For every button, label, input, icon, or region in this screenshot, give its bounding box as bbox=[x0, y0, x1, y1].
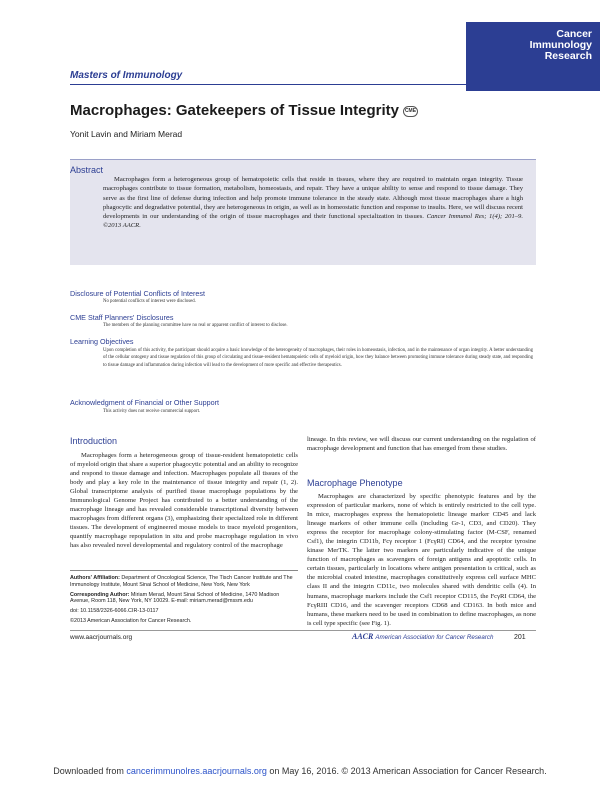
disclosure-heading: Disclosure of Potential Conflicts of Interest bbox=[70, 289, 206, 298]
affiliation-label: Authors' Affiliation: bbox=[70, 575, 120, 581]
introduction-heading: Introduction bbox=[70, 436, 118, 446]
page-number: 201 bbox=[514, 634, 526, 641]
acknowledgment-text: This activity does not receive commercial support. bbox=[103, 409, 201, 414]
download-prefix: Downloaded from bbox=[53, 766, 127, 776]
authors: Yonit Lavin and Miriam Merad bbox=[70, 129, 183, 139]
corresponding-label: Corresponding Author: bbox=[70, 591, 130, 598]
aacr-logo-icon: AACR bbox=[352, 632, 374, 641]
aacr-name: American Association for Cancer Research bbox=[375, 634, 494, 641]
footer-divider bbox=[70, 630, 536, 631]
cme-badge-icon: CME bbox=[403, 106, 418, 117]
abstract-citation: Cancer Immunol Res; 1(4); 201–9. ©2013 AACR. bbox=[103, 213, 523, 230]
download-link[interactable]: cancerimmunolres.aacrjournals.org bbox=[126, 766, 267, 776]
disclosure-text: No potential conflicts of interest were disclosed. bbox=[103, 299, 196, 304]
abstract-body: Macrophages form a heterogeneous group of hematopoietic cells that reside in tissues, where they are required to maintain organ integrity. Tissue macrophages contribute to tissue formation, metabolism, homeostasis, and repair. They have a unique ability to sense and respond to tissue damage. They serve as the first line of defense during infection and help promote immune tolerance in the steady state. Although most tissue macrophages share a high phagocytic and degradative potential, they are heterogeneous in origin, as well as in homeostatic function and response to insults. Here, we will discuss recent developments in our understanding of the origin of tissue macrophages and their functional specialization in tissues. bbox=[103, 176, 523, 221]
copyright: ©2013 American Association for Cancer Research. bbox=[70, 617, 192, 624]
journal-name-line2: Immunology bbox=[529, 39, 592, 51]
introduction-text bbox=[70, 451, 298, 551]
article-title-text: Macrophages: Gatekeepers of Tissue Integrity bbox=[70, 102, 399, 119]
download-suffix: on May 16, 2016. © 2013 American Association for Cancer Research. bbox=[266, 766, 547, 776]
series-label: Masters of Immunology bbox=[70, 70, 183, 81]
affiliation-text: Department of Oncological Science, The Tisch Cancer Institute and The Immunology Institute, Mount Sinai School of Medicine, New York, New York bbox=[70, 575, 293, 588]
introduction-continued-text: lineage. In this review, we will discuss our current understanding on the regulation of macrophage development and function that has emerged from these studies. bbox=[307, 436, 536, 453]
cme-planners-text: The members of the planning committee have no real or apparent conflict of interest to disclose. bbox=[103, 323, 288, 328]
corresponding-text: Miriam Merad, Mount Sinai School of Medicine, 1470 Madison Avenue, Room 118, New York, NY 10029. E-mail: miriam.merad@mssm.edu bbox=[70, 591, 280, 605]
phenotype-heading: Macrophage Phenotype bbox=[307, 478, 403, 488]
acknowledgment-heading: Acknowledgment of Financial or Other Support bbox=[70, 398, 220, 407]
doi: doi: 10.1158/2326-6066.CIR-13-0117 bbox=[70, 608, 159, 615]
introduction-paragraph: Macrophages form a heterogeneous group of tissue-resident hematopoietic cells of myeloid origin that share a superior phagocytic potential and an ability to recognize and respond to tissue damage and infection. Macrophages populate all tissues of the body and play a key role in the maintenance of tissue integrity and repair (1, 2). Global transcriptome analysis of purified tissue macrophage populations by the Immunological Genome Project has contributed to a better understanding of the macrophage lineage and has revealed considerable transcriptional diversity between macrophages from different organs (3), emphasizing their specialized role in different tissues. The development of engineered mouse models to trace myeloid progenitors, quantify macrophage repopulation in situ and probe macrophage regulation in vivo has also revealed novel developmental and regulatory control of the macrophage bbox=[70, 452, 298, 550]
download-note bbox=[0, 766, 600, 776]
journal-tab bbox=[466, 22, 600, 91]
phenotype-paragraph: Macrophages are characterized by specific phenotypic features and by the expression of particular markers, none of which is entirely restricted to the cell type. In mice, macrophages express the hematopoietic lineage marker CD45 and lack lineage markers of other immune cells (including Gr-1, CD3, and CD20). They express the receptor for macrophage colony-stimulating factor (M-CSF, renamed Csf1), the integrin CD11b, Fcγ receptor 1 (FcγRI) CD64, and the receptor tyrosine kinase MerTK. The latter two markers are particularly indicative of the unique function of macrophages as scavengers of foreign antigens and apoptotic cells. In certain tissues, particularly in locations where antigen presentation is critical, such as the microbial coated intestine, macrophages constitutively express cell surface MHC class II and the integrin CD11c, two molecules shared with dendritic cells (4). In humans, macrophage markers include the Csf1 receptor CD115, the FcγRI CD64, the FcγRIII CD16, and the scavenger receptors CD68 and CD163. In both mice and humans, these markers need to be used in combination to define macrophages, as none is cell type specific (see Fig. 1). bbox=[307, 493, 536, 627]
learning-objectives-heading: Learning Objectives bbox=[70, 337, 134, 346]
journal-name-line1: Cancer bbox=[556, 28, 592, 40]
abstract-heading: Abstract bbox=[70, 165, 104, 175]
phenotype-text bbox=[307, 492, 536, 628]
abstract-text bbox=[103, 175, 523, 231]
learning-objectives-text: Upon completion of this activity, the participant should acquire a basic knowledge of the heterogeneity of macrophages, their roles in homeostasis, infection, and in the maintenance of organ integrity. A better understanding of the cellular ontogeny and tissue regulation of this group of circulating and tissue-resident hematopoietic cells of myeloid origin, how they balance between promoting immune tolerance during steady state, and responding to tissue damage and inflammation during infection will lead to the development of more specific and effective therapeutics. bbox=[103, 348, 533, 368]
footer-website-link[interactable]: www.aacrjournals.org bbox=[70, 634, 133, 641]
journal-name-line3: Research bbox=[544, 50, 592, 62]
article-title bbox=[70, 102, 418, 119]
footer-aacr bbox=[352, 632, 493, 641]
affiliations-block bbox=[70, 570, 298, 628]
cme-planners-heading: CME Staff Planners' Disclosures bbox=[70, 313, 174, 322]
introduction-continued bbox=[307, 435, 536, 453]
series-divider bbox=[70, 84, 536, 85]
